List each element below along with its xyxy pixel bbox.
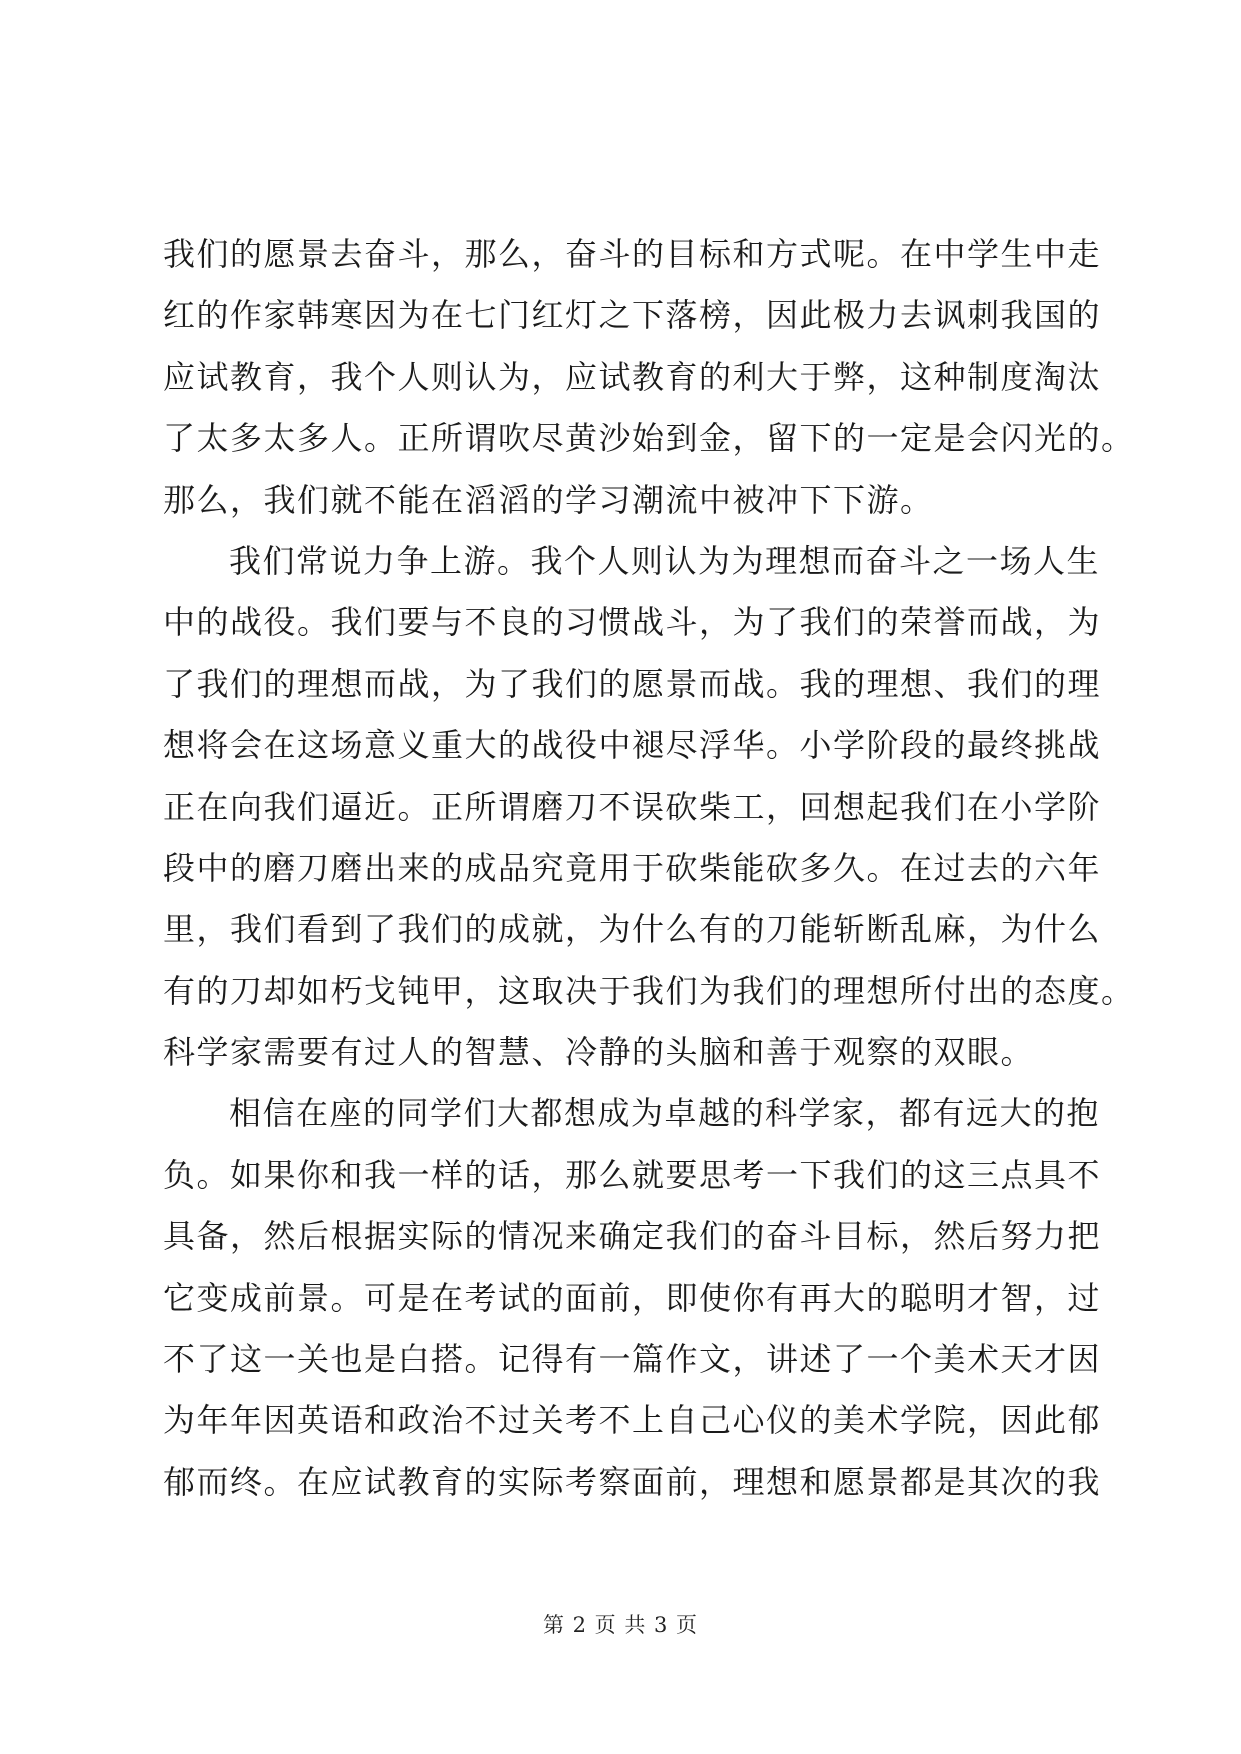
text-line: 有的刀却如朽戈钝甲，这取决于我们为我们的理想所付出的态度。 [163,971,1135,1010]
text-line: 段中的磨刀磨出来的成品究竟用于砍柴能砍多久。在过去的六年 [163,848,1102,887]
text-line: 了我们的理想而战，为了我们的愿景而战。我的理想、我们的理 [163,664,1102,703]
body-text [163,224,1135,1513]
text-line: 应试教育，我个人则认为，应试教育的利大于弊，这种制度淘汰 [163,357,1102,396]
text-line: 为年年因英语和政治不过关考不上自己心仪的美术学院，因此郁 [163,1401,1102,1440]
paragraph-first-line: 我们常说力争上游。我个人则认为为理想而奋斗之一场人生 [229,541,1101,580]
page-number-footer: 第 2 页 共 3 页 [542,1613,699,1637]
text-line: 红的作家韩寒因为在七门红灯之下落榜，因此极力去讽刺我国的 [163,296,1102,335]
text-line: 了太多太多人。正所谓吹尽黄沙始到金，留下的一定是会闪光的。 [163,419,1135,458]
text-line: 不了这一关也是白搭。记得有一篇作文，讲述了一个美术天才因 [163,1340,1102,1379]
paragraph-first-line: 相信在座的同学们大都想成为卓越的科学家，都有远大的抱 [229,1094,1101,1133]
text-line: 想将会在这场意义重大的战役中褪尽浮华。小学阶段的最终挑战 [163,726,1102,765]
text-line: 正在向我们逼近。正所谓磨刀不误砍柴工，回想起我们在小学阶 [163,787,1102,826]
text-line: 里，我们看到了我们的成就，为什么有的刀能斩断乱麻，为什么 [163,910,1102,949]
text-line: 中的战役。我们要与不良的习惯战斗，为了我们的荣誉而战，为 [163,603,1102,642]
text-line: 科学家需要有过人的智慧、冷静的头脑和善于观察的双眼。 [163,1033,1035,1072]
text-line: 那么，我们就不能在滔滔的学习潮流中被冲下下游。 [163,480,934,519]
text-line: 我们的愿景去奋斗，那么，奋斗的目标和方式呢。在中学生中走 [163,235,1102,273]
text-line: 负。如果你和我一样的话，那么就要思考一下我们的这三点具不 [163,1155,1102,1194]
text-line: 具备，然后根据实际的情况来确定我们的奋斗目标，然后努力把 [163,1217,1102,1256]
text-line: 它变成前景。可是在考试的面前，即使你有再大的聪明才智，过 [163,1278,1102,1317]
text-line: 郁而终。在应试教育的实际考察面前，理想和愿景都是其次的我 [163,1462,1102,1501]
